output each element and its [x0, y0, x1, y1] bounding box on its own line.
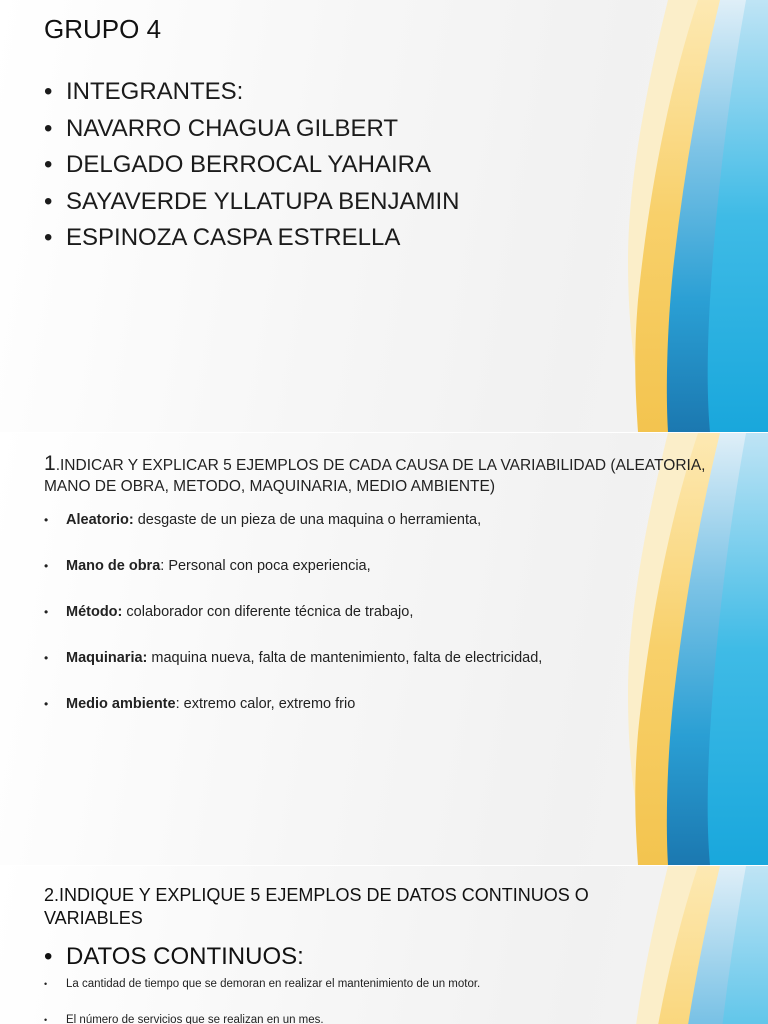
bullet-icon: • — [44, 651, 49, 665]
item-text: : Personal con poca experiencia, — [160, 558, 371, 574]
item-text: colaborador con diferente técnica de trabajo, — [122, 604, 414, 620]
list-item-text: ESPINOZA CASPA ESTRELLA — [66, 224, 401, 251]
bullet-icon: • — [44, 78, 53, 105]
list-item — [44, 147, 459, 184]
list-item — [44, 1010, 480, 1024]
bullet-icon: • — [44, 187, 53, 215]
item-text: : extremo calor, extremo frio — [175, 696, 356, 712]
list-item — [44, 693, 542, 739]
list-item — [44, 509, 542, 555]
list-item — [44, 601, 542, 647]
list-item — [44, 111, 459, 148]
list-item — [44, 555, 542, 601]
list-item-text: SAYAVERDE YLLATUPA BENJAMIN — [66, 187, 460, 215]
list-item — [44, 647, 542, 693]
item-text: desgaste de un pieza de una maquina o herramienta, — [133, 512, 482, 528]
bullet-icon: • — [44, 513, 49, 527]
bullet-icon: • — [44, 114, 53, 142]
item-term: Aleatorio: — [66, 512, 134, 528]
wave-decoration — [628, 433, 768, 865]
slide-title: GRUPO 4 — [44, 14, 162, 44]
list-item-text: El número de servicios que se realizan en un mes. — [66, 1014, 324, 1024]
list-item — [44, 74, 459, 111]
list-item-text: DELGADO BERROCAL YAHAIRA — [66, 151, 431, 178]
bullet-icon: • — [44, 1015, 48, 1024]
list-item — [44, 184, 459, 221]
slide-3 — [0, 866, 768, 1024]
bullet-icon: • — [44, 151, 53, 178]
bullet-icon: • — [44, 605, 49, 619]
slide-heading: 2.INDIQUE Y EXPLIQUE 5 EJEMPLOS DE DATOS CONTINUOS O VARIABLES — [44, 885, 589, 928]
bullet-icon: • — [44, 559, 49, 573]
slide-2 — [0, 433, 768, 865]
list-item — [44, 220, 459, 257]
slide-1 — [0, 0, 768, 432]
wave-decoration — [628, 0, 768, 432]
subheading-text: DATOS CONTINUOS: — [66, 943, 304, 970]
causes-list — [44, 509, 542, 739]
list-item — [44, 974, 480, 1010]
item-term: Maquinaria: — [66, 650, 148, 666]
slide-subheading — [44, 942, 304, 972]
item-term: Mano de obra — [66, 558, 161, 574]
bullet-icon: • — [44, 224, 53, 251]
members-list — [44, 74, 459, 257]
list-item-text: NAVARRO CHAGUA GILBERT — [66, 114, 399, 142]
item-text: maquina nueva, falta de mantenimiento, falta de electricidad, — [147, 650, 543, 666]
examples-list — [44, 974, 480, 1024]
heading-number: 1 — [44, 452, 56, 475]
list-item-text: La cantidad de tiempo que se demoran en realizar el mantenimiento de un motor. — [66, 978, 481, 990]
bullet-icon: • — [44, 697, 49, 711]
item-term: Método: — [66, 604, 123, 620]
list-item-text: INTEGRANTES: — [66, 78, 244, 105]
slide-heading — [44, 453, 744, 497]
bullet-icon: • — [44, 979, 48, 989]
item-term: Medio ambiente — [66, 696, 176, 712]
heading-text: .INDICAR Y EXPLICAR 5 EJEMPLOS DE CADA CAUSA DE LA VARIABILIDAD (ALEATORIA, MANO DE OBRA, METODO, MAQUINARIA, MEDIO AMBIENTE) — [44, 457, 706, 495]
bullet-icon: • — [44, 943, 53, 970]
